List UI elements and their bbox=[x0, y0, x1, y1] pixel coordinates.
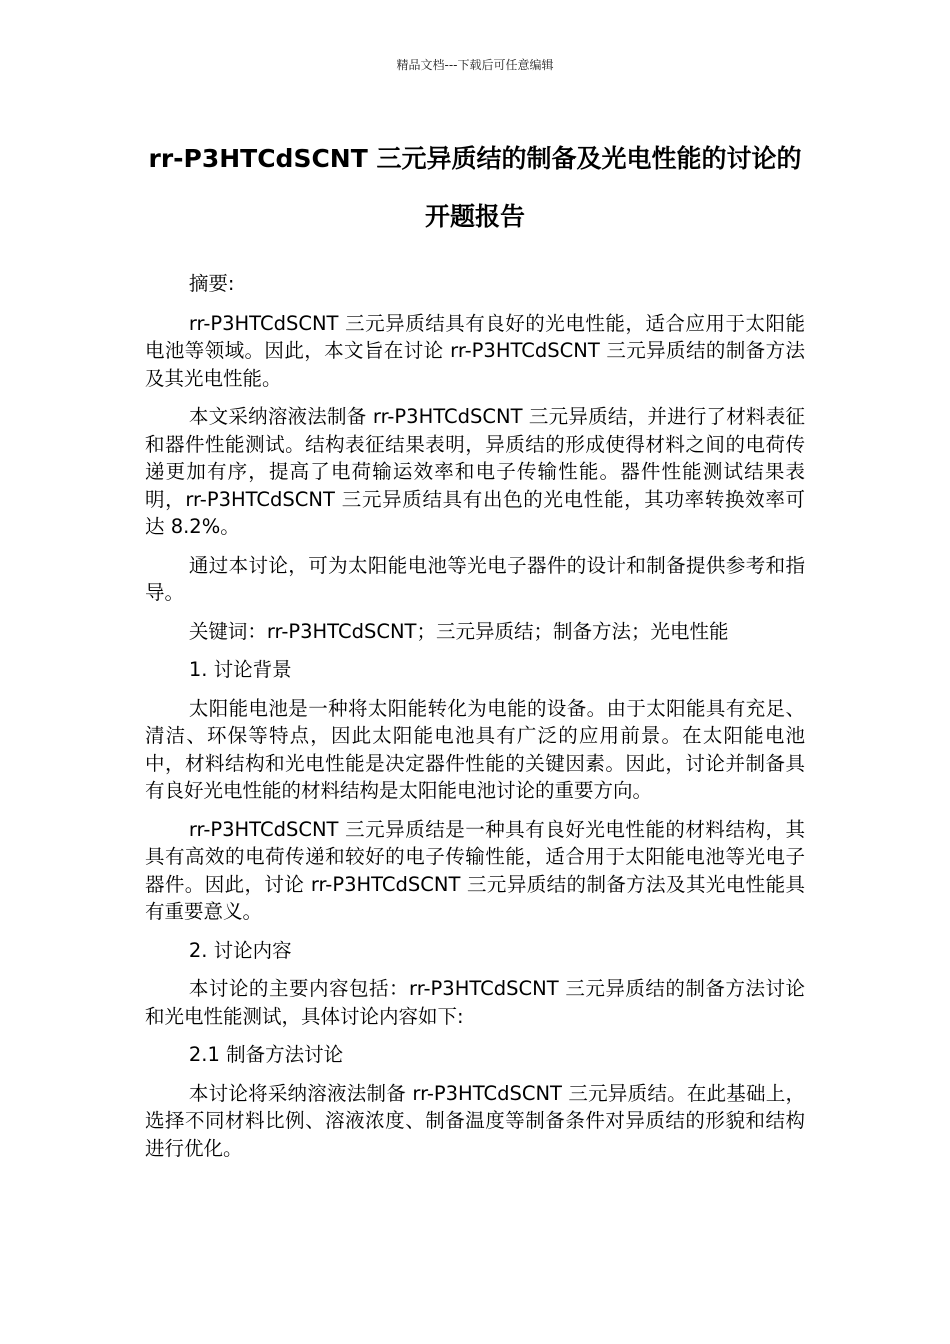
section-heading: 1. 讨论背景 bbox=[188, 658, 292, 681]
body-paragraph: 太阳能电池是一种将太阳能转化为电能的设备。由于太阳能具有充足、清洁、环保等特点，因此太阳能电池具有广泛的应用前景。在太阳能电池中，材料结构和光电性能是决定器件性能的关键因素。因此，讨论并制备具有良好光电性能的材料结构是太阳能电池讨论的重要方向。 bbox=[145, 696, 805, 802]
page-header: 精品文档---下载后可任意编辑 bbox=[396, 58, 554, 72]
abstract-paragraph: 本文采纳溶液法制备 rr-P3HTCdSCNT 三元异质结，并进行了材料表征和器件性能测试。结构表征结果表明，异质结的形成使得材料之间的电荷传递更加有序，提高了电荷输运效率和电子传输性能。器件性能测试结果表明，rr-P3HTCdSCNT 三元异质结具有出色的光电性能，其功率转换效率可达 8.2%。 bbox=[145, 405, 805, 538]
keywords: 关键词：rr-P3HTCdSCNT；三元异质结；制备方法；光电性能 bbox=[188, 619, 729, 643]
abstract-label: 摘要: bbox=[188, 272, 235, 295]
body-paragraph: 本讨论的主要内容包括：rr-P3HTCdSCNT 三元异质结的制备方法讨论和光电性能测试，具体讨论内容如下: bbox=[145, 977, 805, 1028]
abstract-paragraph: rr-P3HTCdSCNT 三元异质结具有良好的光电性能，适合应用于太阳能电池等领域。因此，本文旨在讨论 rr-P3HTCdSCNT 三元异质结的制备方法及其光电性能。 bbox=[145, 311, 805, 390]
section-heading: 2. 讨论内容 bbox=[188, 938, 292, 962]
body-paragraph: 本讨论将采纳溶液法制备 rr-P3HTCdSCNT 三元异质结。在此基础上，选择不同材料比例、溶液浓度、制备温度等制备条件对异质结的形貌和结构进行优化。 bbox=[145, 1081, 805, 1160]
body-paragraph: rr-P3HTCdSCNT 三元异质结是一种具有良好光电性能的材料结构，其具有高效的电荷传递和较好的电子传输性能，适合用于太阳能电池等光电子器件。因此，讨论 rr-P3HTCdSCNT 三元异质结的制备方法及其光电性能具有重要意义。 bbox=[145, 817, 805, 923]
document-title: rr-P3HTCdSCNT 三元异质结的制备及光电性能的讨论的开题报告 bbox=[148, 144, 802, 231]
subsection-heading: 2.1 制备方法讨论 bbox=[188, 1043, 344, 1066]
document-body bbox=[145, 270, 805, 1173]
abstract-paragraph: 通过本讨论，可为太阳能电池等光电子器件的设计和制备提供参考和指导。 bbox=[145, 553, 805, 604]
